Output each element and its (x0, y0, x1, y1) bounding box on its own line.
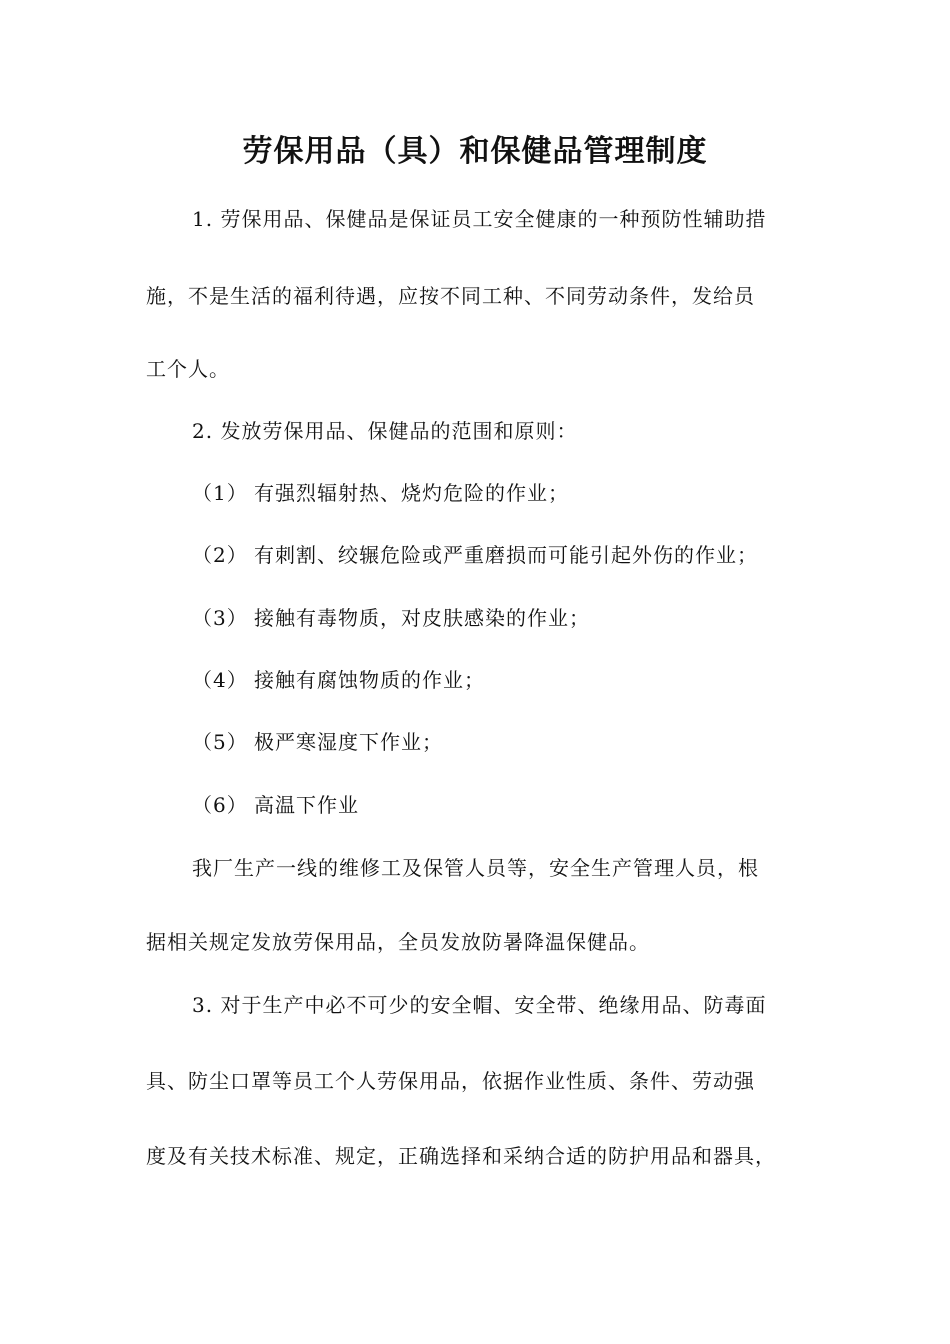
list-item (192, 665, 872, 695)
list-item-number: （4） (192, 668, 248, 692)
paragraph-line: 2. 发放劳保用品、保健品的范围和原则： (192, 419, 578, 443)
paragraph-line: 1. 劳保用品、保健品是保证员工安全健康的一种预防性辅助措 (192, 207, 767, 231)
paragraph-line: 据相关规定发放劳保用品，全员发放防暑降温保健品。 (146, 930, 650, 954)
list-item (192, 790, 872, 820)
paragraph-line: 施，不是生活的福利待遇，应按不同工种、不同劳动条件，发给员 (146, 284, 755, 308)
list-item-number: （2） (192, 543, 248, 567)
list-item (192, 478, 872, 508)
paragraph-line: 3. 对于生产中必不可少的安全帽、安全带、绝缘用品、防毒面 (192, 993, 767, 1017)
list-item (192, 540, 872, 570)
list-item-number: （6） (192, 793, 248, 817)
list-item-number: （3） (192, 606, 248, 630)
paragraph-line: 具、防尘口罩等员工个人劳保用品，依据作业性质、条件、劳动强 (146, 1069, 755, 1093)
list-item-text: 极严寒湿度下作业； (254, 730, 443, 754)
document-title: 劳保用品（具）和保健品管理制度 (242, 134, 708, 169)
list-item-number: （5） (192, 730, 248, 754)
list-item-text: 有刺割、绞辗危险或严重磨损而可能引起外伤的作业； (254, 543, 758, 567)
list-item-number: （1） (192, 481, 248, 505)
paragraph-line: 工个人。 (146, 357, 230, 381)
list-item-text: 接触有腐蚀物质的作业； (254, 668, 485, 692)
list-item (192, 727, 872, 757)
paragraph-line: 度及有关技术标准、规定，正确选择和采纳合适的防护用品和器具， (146, 1144, 776, 1168)
list-item-text: 有强烈辐射热、烧灼危险的作业； (254, 481, 569, 505)
list-item (192, 603, 872, 633)
list-item-text: 接触有毒物质，对皮肤感染的作业； (254, 606, 590, 630)
paragraph-line: 我厂生产一线的维修工及保管人员等，安全生产管理人员，根 (192, 856, 759, 880)
list-item-text: 高温下作业 (254, 793, 359, 817)
